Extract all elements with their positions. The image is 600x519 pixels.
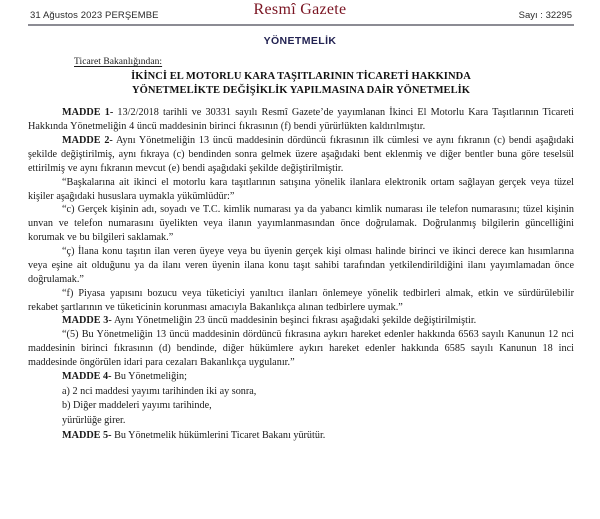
article-5-text: Bu Yönetmelik hükümlerini Ticaret Bakanı yürütür. — [111, 429, 326, 441]
article-4-label: MADDE 4- — [62, 370, 112, 382]
article-5 — [28, 429, 574, 444]
clause-5: “(5) Bu Yönetmeliğin 13 üncü maddesinin dördüncü fıkrasına aykırı hareket edenler hakkında 6563 sayılı Kanunun 12 nci maddesinin birinci fıkrasının (d) bendinde, diğer hükümlere aykırı hareket edenler hakkında 6585 sayılı Kanunun 18 inci maddesinde öngörülen idari para cezaları Bakanlıkça uygulanır.” — [28, 329, 574, 369]
article-1 — [28, 106, 574, 134]
publication-date: 31 Ağustos 2023 PERŞEMBE — [30, 9, 159, 21]
gazette-masthead-title: Resmî Gazete — [253, 1, 347, 18]
article-1-text: 13/2/2018 tarihli ve 30331 sayılı Resmî Gazete’de yayımlanan İkinci El Motorlu Kara Taşıtlarının Ticareti Hakkında Yönetmeliğin 4 üncü maddesinin birinci fıkrasının (f) bendi yürürlükten kaldırılmıştır. — [28, 107, 575, 133]
article-4-closing: yürürlüğe girer. — [62, 415, 126, 427]
article-2-quote-intro: “Başkalarına ait ikinci el motorlu kara taşıtlarının satışına yönelik ilanlara elektronik ortam sağlayan gerçek veya tüzel kişiler aşağıdaki hususlara uymakla yükümlüdür:” — [28, 176, 574, 202]
article-4-item-a: a) 2 nci maddesi yayımı tarihinden iki ay sonra, — [62, 385, 257, 397]
header-divider — [28, 24, 574, 26]
article-4-text: Bu Yönetmeliğin; — [111, 370, 187, 382]
clause-f: “f) Piyasa yapısını bozucu veya tüketiciyi yanıltıcı ilanları önlemeye yönelik tedbirleri almak, etkin ve sürdürülebilir rekabet şartlarının ve tüketicinin korunması amacıyla Bakanlıkça alınan tedbirlere uymak.” — [28, 287, 574, 313]
clause-c: “c) Gerçek kişinin adı, soyadı ve T.C. kimlik numarası ya da yabancı kimlik numarası ile telefon numarasını; tüzel kişinin unvan ve telefon numarasını üyelikten veya ilanın yayımlanmasından önce doğrulamak. Doğrulanmış bilgilerin güncelliğini korumak ve bu bilgileri saklamak.” — [28, 204, 574, 244]
article-2-label: MADDE 2- — [62, 135, 113, 147]
section-heading: YÖNETMELİK — [263, 35, 337, 47]
document-title — [28, 70, 574, 98]
article-4-item-b: b) Diğer maddeleri yayımı tarihinde, — [62, 400, 212, 412]
article-2-text: Aynı Yönetmeliğin 13 üncü maddesinin dördüncü fıkrasının ilk cümlesi ve aynı fıkranın (c) bendi aşağıdaki şekilde değiştirilmiş, aynı fıkraya (c) bendinden sonra gelmek üzere aşağıdaki bent eklenmiş ve diğer bentler buna göre teselsül ettirilmiş ve aynı fıkranın mevcut (e) bendi aşağıdaki şekilde değiştirilmiştir. — [28, 135, 575, 174]
article-2 — [28, 134, 574, 176]
article-5-label: MADDE 5- — [62, 429, 112, 441]
article-1-label: MADDE 1- — [62, 107, 114, 119]
document-title-line-1: İKİNCİ EL MOTORLU KARA TAŞITLARININ TİCARETİ HAKKINDA — [131, 71, 471, 82]
article-4 — [28, 370, 574, 385]
article-3-text: Aynı Yönetmeliğin 23 üncü maddesinin beşinci fıkrası aşağıdaki şekilde değiştirilmiştir. — [111, 315, 477, 327]
article-3-label: MADDE 3- — [62, 315, 112, 327]
masthead — [0, 0, 600, 22]
issue-number: Sayı : 32295 — [518, 9, 572, 21]
clause-c-cedilla: “ç) İlana konu taşıtın ilan veren üyeye veya bu üyenin gerçek kişi olması halinde birinci ve ikinci derece kan hısımlarına veya eşine ait olduğunu ya da ilanı veren üyenin ilana konu taşıt sahibi tarafından yetkilendirildiğini ilanı yayımlamadan önce doğrulamak.” — [28, 246, 574, 285]
issuing-authority: Ticaret Bakanlığından: — [74, 57, 163, 67]
document-title-line-2: YÖNETMELİKTE DEĞİŞİKLİK YAPILMASINA DAİR YÖNETMELİK — [131, 85, 471, 97]
article-3 — [28, 314, 574, 328]
document-body — [0, 57, 600, 443]
